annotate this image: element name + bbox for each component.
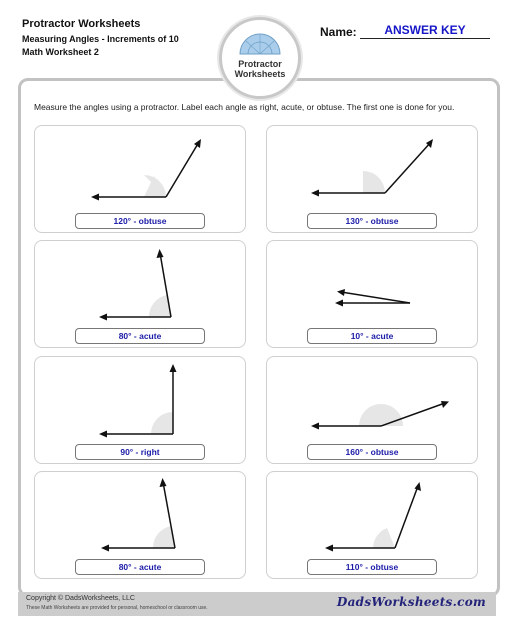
worksheet-subtitle: Measuring Angles - Increments of 10 bbox=[22, 34, 179, 44]
protractor-logo bbox=[219, 17, 301, 99]
copyright-text: Copyright © DadsWorksheets, LLC bbox=[26, 595, 135, 602]
header-info bbox=[22, 18, 179, 60]
problem-panel bbox=[34, 125, 246, 233]
problem-panel bbox=[34, 356, 246, 464]
problem-panel bbox=[34, 471, 246, 579]
usage-note: These Math Worksheets are provided for personal, homeschool or classroom use. bbox=[26, 605, 208, 611]
name-label: Name: bbox=[320, 25, 357, 39]
problem-panel bbox=[266, 125, 478, 233]
logo-text-line1: Protractor bbox=[238, 59, 282, 69]
answer-box[interactable]: 80° - acute bbox=[75, 559, 205, 575]
answer-box[interactable]: 80° - acute bbox=[75, 328, 205, 344]
brand-logo[interactable]: DadsWorksheets.com bbox=[336, 595, 486, 609]
problem-panel bbox=[266, 356, 478, 464]
answer-box[interactable]: 120° - obtuse bbox=[75, 213, 205, 229]
problem-panel bbox=[266, 471, 478, 579]
answer-box[interactable]: 160° - obtuse bbox=[307, 444, 437, 460]
answer-box[interactable]: 90° - right bbox=[75, 444, 205, 460]
worksheet-number: Math Worksheet 2 bbox=[22, 47, 99, 57]
footer bbox=[18, 592, 496, 616]
answer-box[interactable]: 10° - acute bbox=[307, 328, 437, 344]
answer-box[interactable]: 110° - obtuse bbox=[307, 559, 437, 575]
problem-panel bbox=[34, 240, 246, 348]
answer-box[interactable]: 130° - obtuse bbox=[307, 213, 437, 229]
instructions: Measure the angles using a protractor. Label each angle as right, acute, or obtuse. The first one is done for you. bbox=[34, 102, 455, 112]
protractor-icon bbox=[238, 30, 282, 56]
problem-panel bbox=[266, 240, 478, 348]
logo-text-line2: Worksheets bbox=[234, 69, 286, 79]
worksheet-title: Protractor Worksheets bbox=[22, 18, 141, 30]
name-field[interactable]: ANSWER KEY bbox=[360, 23, 490, 39]
